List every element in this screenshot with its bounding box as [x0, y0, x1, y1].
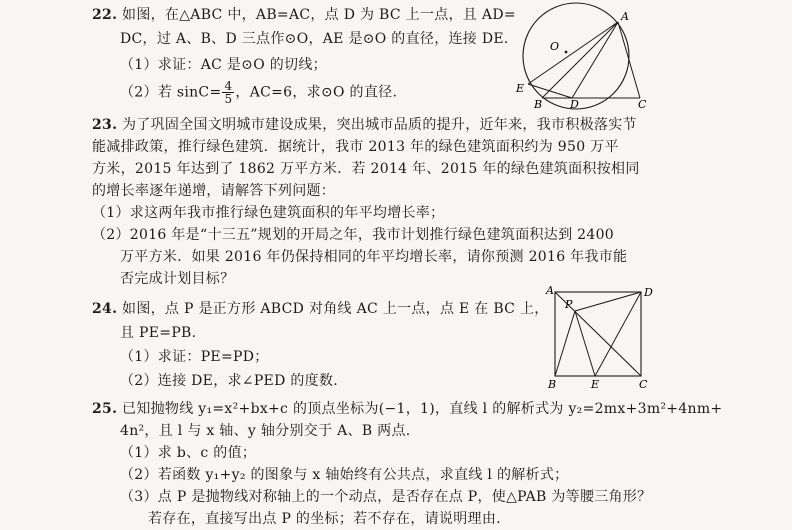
q25-part2: （2）若函数 y₁+y₂ 的图象与 x 轴始终有公共点，求直线 l 的解析式；: [120, 467, 569, 483]
segment-ab: [542, 22, 618, 98]
q22-text-1: 如图，在△ABC 中，AB=AC，点 D 为 BC 上一点，且 AD=: [122, 7, 516, 23]
label-e: E: [516, 82, 525, 95]
label-e: E: [591, 378, 600, 391]
q23-line2: 能减排政策，推行绿色建筑．据统计，我市 2013 年的绿色建筑面积约为 950 万平: [92, 139, 619, 155]
segment-pb: [555, 311, 575, 376]
q22-part2-a: （2）若 sinC=: [120, 84, 222, 101]
q22-part1: （1）求证：AC 是⊙O 的切线；: [120, 57, 327, 73]
fraction-denominator: 5: [224, 92, 233, 106]
q22-part2: [120, 80, 397, 105]
q23-text-1: 为了巩固全国文明城市建设成果，突出城市品质的提升，近年来，我市积极落实节: [122, 117, 637, 133]
label-a: A: [546, 284, 554, 297]
segment-ac: [618, 22, 640, 98]
q25-part3-line1: （3）点 P 是抛物线对称轴上的一个动点，是否存在点 P，使△PAB 为等腰三角形？: [120, 489, 652, 505]
q23-line3: 方米，2015 年达到了 1862 万平方米．若 2014 年、2015 年的绿色建筑面积按相同: [92, 161, 640, 177]
q23-part2-line1: （2）2016 年是“十三五”规划的开局之年，我市计划推行绿色建筑面积达到 2400: [92, 227, 614, 243]
fraction-numerator: 4: [224, 79, 233, 93]
label-o: O: [550, 40, 560, 53]
circle-o: [523, 3, 629, 109]
q24-line2: 且 PE=PB.: [120, 325, 197, 341]
label-d: D: [570, 98, 579, 111]
segment-ed: [528, 84, 572, 98]
q24-part2: （2）连接 DE，求∠PED 的度数.: [120, 373, 338, 389]
q24-line1: [92, 298, 549, 320]
q23-number: 23.: [92, 117, 118, 133]
label-a: A: [621, 10, 629, 23]
label-c: C: [638, 98, 647, 111]
q22-line1: [92, 4, 516, 26]
label-c: C: [639, 378, 648, 391]
q25-number: 25.: [92, 401, 118, 417]
q24-part1: （1）求证：PE=PD；: [120, 349, 269, 365]
q22-fraction: [222, 80, 234, 105]
q22-part2-b: ，AC=6，求⊙O 的直径.: [235, 84, 398, 101]
q25-line1: [92, 398, 722, 420]
q23-part1: （1）求这两年我市推行绿色建筑面积的年平均增长率；: [92, 205, 445, 221]
segment-pd: [575, 292, 641, 311]
diameter-ae: [528, 22, 618, 84]
q25-part3-line2: 若存在，直接写出点 P 的坐标；若不存在，请说明理由.: [148, 511, 501, 527]
q25-part1: （1）求 b、c 的值；: [120, 445, 257, 461]
segment-ad: [572, 22, 618, 98]
label-d: D: [644, 286, 653, 299]
label-b: B: [534, 98, 543, 111]
q24-number: 24.: [92, 301, 118, 317]
label-p: P: [565, 298, 573, 311]
q24-text-1: 如图，点 P 是正方形 ABCD 对角线 AC 上一点，点 E 在 BC 上，: [122, 301, 549, 317]
segment-de: [595, 292, 641, 376]
q25-line2: 4n²，且 l 与 x 轴、y 轴分别交于 A、B 两点.: [120, 423, 411, 439]
label-b: B: [548, 378, 557, 391]
q24-figure: [545, 284, 655, 392]
q23-line4: 的增长率逐年递增，请解答下列问题：: [92, 183, 336, 199]
q22-number: 22.: [92, 7, 118, 23]
q23-part2-line3: 否完成计划目标？: [120, 271, 235, 287]
q25-text-1: 已知抛物线 y₁=x²+bx+c 的顶点坐标为(−1，1)，直线 l 的解析式为 y₂=2mx+3m²+4nm+: [122, 401, 723, 417]
center-o-dot: [565, 51, 568, 54]
q23-line1: [92, 114, 637, 136]
q23-part2-line2: 万平方米．如果 2016 年仍保持相同的年平均增长率，请你预测 2016 年我市能: [120, 249, 628, 265]
q22-figure: [500, 0, 660, 112]
q22-line2: DC，过 A、B、D 三点作⊙O，AE 是⊙O 的直径，连接 DE.: [120, 31, 509, 47]
